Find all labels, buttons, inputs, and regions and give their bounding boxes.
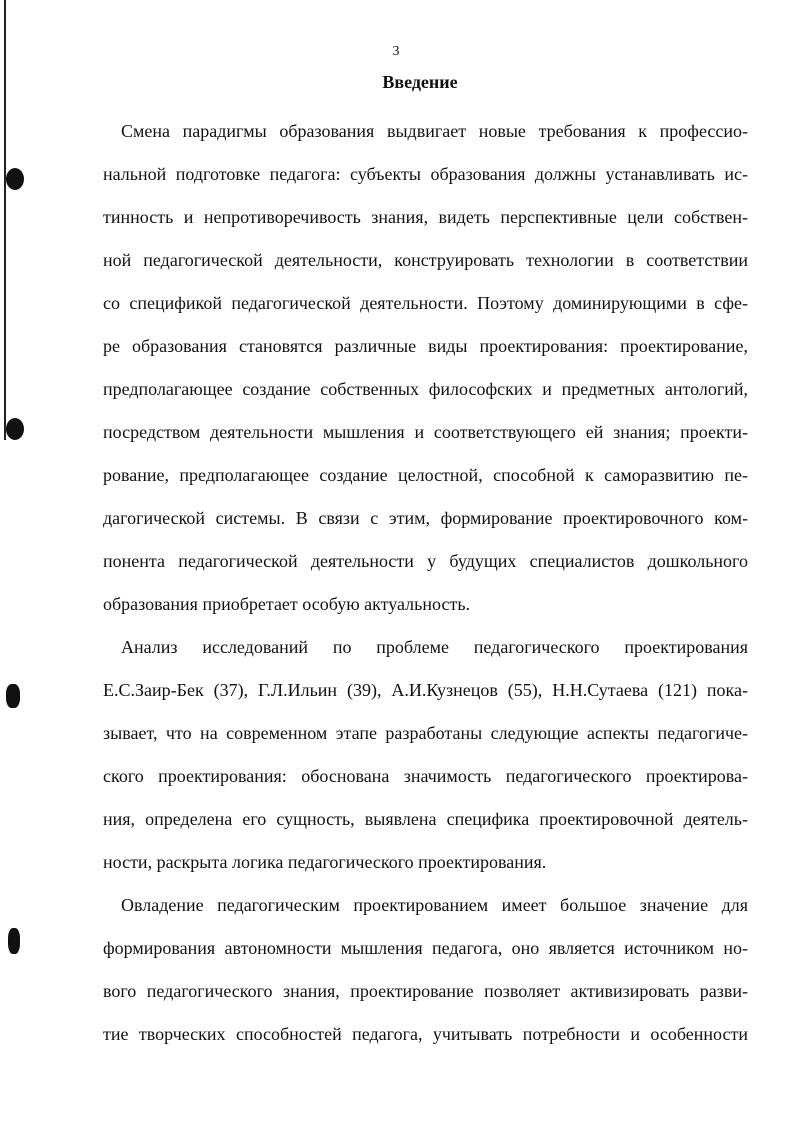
text-line: ной педагогической деятельности, конструировать технологии в соответствии bbox=[103, 250, 748, 270]
page-number: 3 bbox=[392, 44, 400, 59]
text-line: ния, определена его сущность, выявлена специфика проектировочной деятель- bbox=[103, 809, 748, 829]
text-line: рование, предполагающее создание целостной, способной к саморазвитию пе- bbox=[103, 465, 748, 485]
text-line: ности, раскрыта логика педагогического проектирования. bbox=[103, 852, 547, 872]
text-line: предполагающее создание собственных философских и предметных антологий, bbox=[103, 379, 748, 399]
text-line: формирования автономности мышления педагога, оно является источником но- bbox=[103, 938, 748, 958]
punch-hole bbox=[6, 684, 20, 708]
text-line: образования приобретает особую актуальность. bbox=[103, 594, 471, 614]
text-line: тинность и непротиворечивость знания, видеть перспективные цели собствен- bbox=[103, 207, 748, 227]
scan-edge-line bbox=[4, 0, 6, 440]
body-text bbox=[103, 110, 748, 1056]
page-title: Введение bbox=[382, 72, 458, 92]
text-line: дагогической системы. В связи с этим, формирование проектировочного ком- bbox=[103, 508, 748, 528]
text-line: Смена парадигмы образования выдвигает новые требования к профессио- bbox=[121, 121, 748, 141]
punch-hole bbox=[6, 418, 24, 440]
text-line: тие творческих способностей педагога, учитывать потребности и особенности bbox=[103, 1024, 748, 1044]
punch-hole bbox=[8, 928, 20, 954]
text-line: понента педагогической деятельности у будущих специалистов дошкольного bbox=[103, 551, 748, 571]
text-line: Овладение педагогическим проектированием имеет большое значение для bbox=[121, 895, 748, 915]
text-line: ре образования становятся различные виды проектирования: проектирование, bbox=[103, 336, 748, 356]
text-line: нальной подготовке педагога: субъекты образования должны устанавливать ис- bbox=[103, 164, 748, 184]
text-line: Е.С.Заир-Бек (37), Г.Л.Ильин (39), А.И.Кузнецов (55), Н.Н.Сутаева (121) пока- bbox=[103, 680, 748, 700]
text-line: зывает, что на современном этапе разработаны следующие аспекты педагогиче- bbox=[103, 723, 748, 743]
text-line: вого педагогического знания, проектирование позволяет активизировать разви- bbox=[103, 981, 748, 1001]
text-line: посредством деятельности мышления и соответствующего ей знания; проекти- bbox=[103, 422, 748, 442]
text-line: Анализ исследований по проблеме педагогического проектирования bbox=[121, 637, 748, 657]
text-line: ского проектирования: обоснована значимость педагогического проектирова- bbox=[103, 766, 748, 786]
punch-hole bbox=[6, 168, 24, 190]
text-line: со спецификой педагогической деятельности. Поэтому доминирующими в сфе- bbox=[103, 293, 748, 313]
